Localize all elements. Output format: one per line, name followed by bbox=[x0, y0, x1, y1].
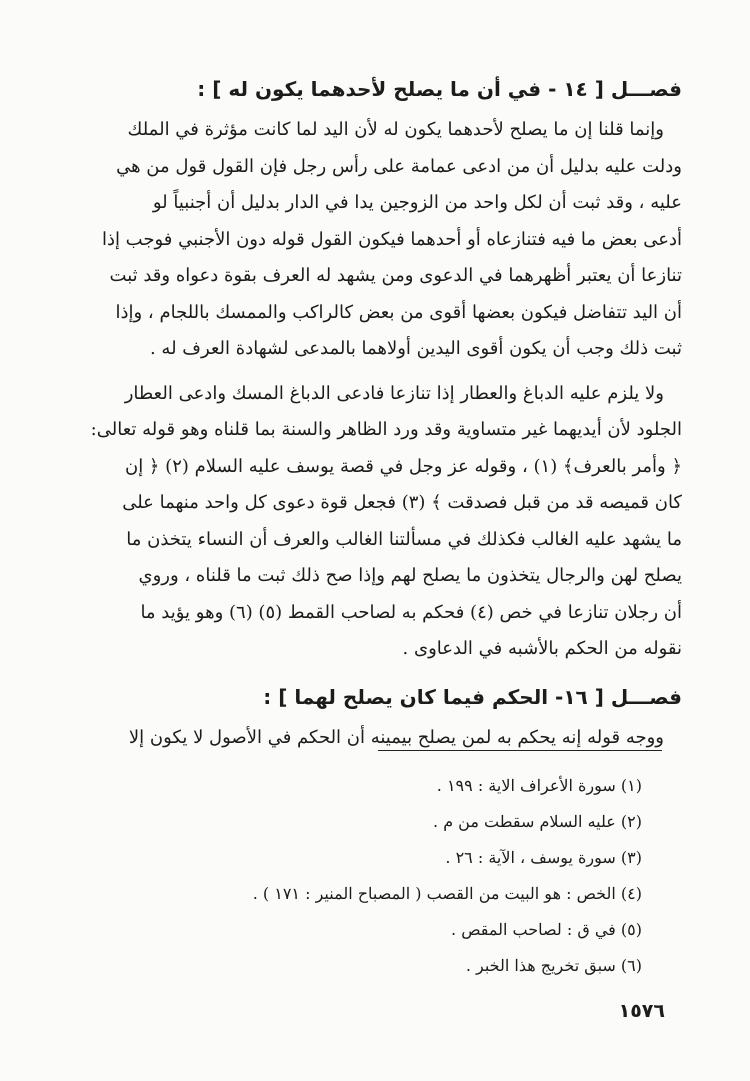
text-line: ﴿ وأمر بالعرف﴾ (١) ، وقوله عز وجل في قصة يوسف عليه السلام (٢) ﴿ إن bbox=[124, 455, 682, 477]
text-line: ودلت عليه بدليل أن من ادعى عمامة على رأس رجل فإن القول قول من هي bbox=[116, 155, 682, 177]
paragraph-2 bbox=[62, 376, 682, 668]
section-heading-14: فصـــل [ ١٤ - في أن ما يصلح لأحدهما يكون له ] : bbox=[197, 77, 682, 101]
text-line: ما يشهد عليه الغالب فكذلك في مسألتنا الغالب والعرف أن النساء يتخذن ما bbox=[126, 528, 682, 550]
text-line: ثبت ذلك وجب أن يكون أقوى اليدين أولاهما بالمدعى لشهادة العرف له . bbox=[149, 338, 682, 359]
section-heading-16: فصـــل [ ١٦- الحكم فيما كان يصلح لهما ] : bbox=[263, 684, 682, 709]
text-line: الجلود لأن أيديهما غير متساوية وقد ورد الظاهر والسنة بما قلناه وهو قوله تعالى: bbox=[90, 419, 682, 440]
footnote-5: (٥) في ق : لصاحب المقص . bbox=[451, 920, 642, 939]
footnote-6: (٦) سبق تخريج هذا الخبر . bbox=[465, 956, 642, 975]
text-line: أن اليد تتفاضل فيكون بعضها أقوى من بعض كالراكب والممسك باللجام ، وإذا bbox=[115, 301, 682, 323]
footnote-2: (٢) عليه السلام سقطت من م . bbox=[433, 812, 642, 831]
footnote-3: (٣) سورة يوسف ، الآية : ٢٦ . bbox=[445, 848, 642, 867]
footnote-separator bbox=[378, 750, 662, 751]
page-body bbox=[62, 60, 682, 756]
footnote-4: (٤) الخص : هو البيت من القصب ( المصباح المنير : ١٧١ ) . bbox=[252, 884, 642, 903]
page-number: ١٥٧٦ bbox=[618, 1000, 665, 1022]
text-line: وإنما قلنا إن ما يصلح لأحدهما يكون له لأن اليد لما كانت مؤثرة في الملك bbox=[127, 119, 664, 140]
footnotes bbox=[62, 768, 642, 984]
text-line: نقوله من الحكم بالأشبه في الدعاوى . bbox=[402, 638, 682, 659]
text-line: يصلح لهن والرجال يتخذون ما يصلح لهم وإذا صح ذلك ثبت ما قلناه ، وروي bbox=[138, 565, 682, 586]
paragraph-section-14 bbox=[62, 112, 682, 368]
text-line: كان قميصه قد من قبل فصدقت ﴾ (٣) فجعل قوة دعوى كل واحد منهما على bbox=[122, 492, 682, 513]
text-line: ووجه قوله إنه يحكم به لمن يصلح بيمينه أن الحكم في الأصول لا يكون إلا bbox=[128, 726, 664, 748]
text-line: تنازعا أن يعتبر أظهرهما في الدعوى ومن يشهد له العرف بقوة دعواه وقد ثبت bbox=[109, 265, 682, 286]
text-line: أدعى بعض ما فيه فتنازعاه أو أحدهما فيكون القول قوله دون الأجنبي فوجب إذا bbox=[101, 228, 682, 250]
text-line: ولا يلزم عليه الدباغ والعطار إذا تنازعا فادعى الدباغ المسك وادعى العطار bbox=[124, 382, 664, 404]
text-line: أن رجلان تنازعا في خص (٤) فحكم به لصاحب القمط (٥) (٦) وهو يؤيد ما bbox=[140, 601, 682, 623]
footnote-1: (١) سورة الأعراف الاية : ١٩٩ . bbox=[436, 776, 642, 795]
text-line: عليه ، وقد ثبت أن لكل واحد من الزوجين يدا في الدار بدليل أن أجنبياً لو bbox=[152, 192, 682, 213]
